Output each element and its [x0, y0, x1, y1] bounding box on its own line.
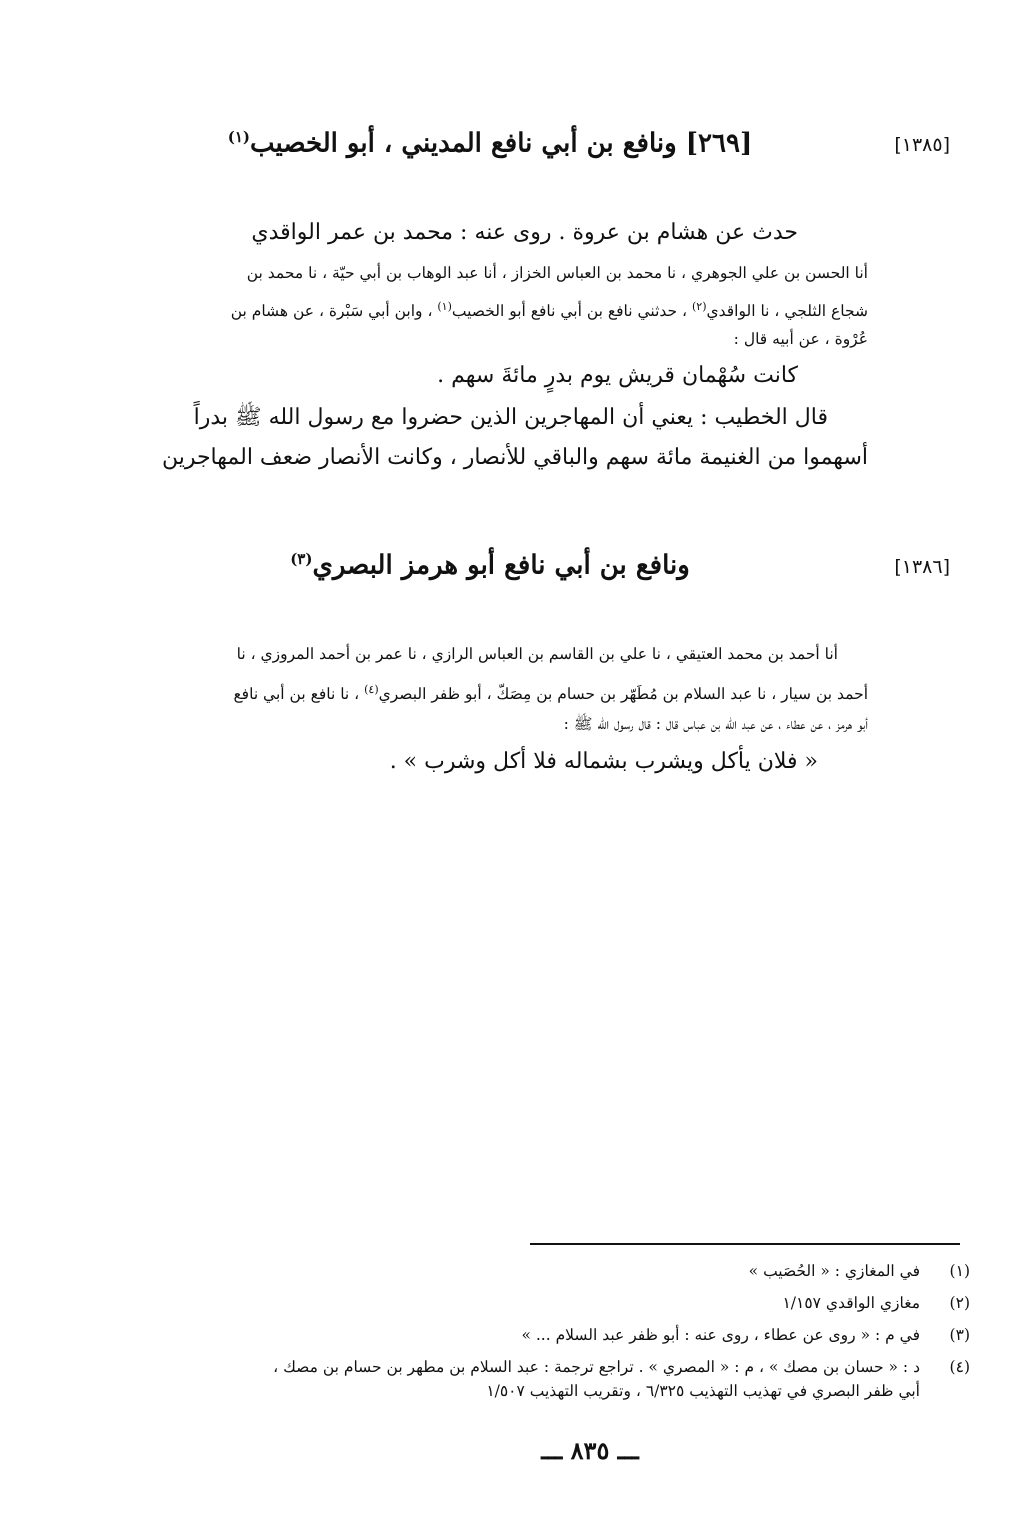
entry-1-comment-line2: أسهموا من الغنيمة مائة سهم والباقي للأنصار ، وكانت الأنصار ضعف المهاجرين [161, 445, 868, 470]
footnote-3-number: (٣) [949, 1326, 970, 1344]
entry-1-isnad-note-2: (٢) [691, 300, 707, 313]
entry-2-hadith: « فلان يأكل ويشرب بشماله فلا أكل وشرب » . [389, 749, 818, 774]
footnote-4-continuation: أبي ظفر البصري في تهذيب التهذيب ٦/٣٢٥ ، وتقريب التهذيب ١/٥٠٧ [486, 1382, 920, 1400]
entry-1-isnad-note-1: (١) [437, 300, 452, 313]
entry-2-header [150, 550, 950, 590]
entry-1-isnad-line2 [150, 290, 868, 324]
footnote-2-text: مغازي الواقدي ١/١٥٧ [782, 1294, 920, 1312]
entry-2-isnad-note-4: (٤) [364, 683, 379, 696]
entry-1-isnad-line1: أنا الحسن بن علي الجوهري ، نا محمد بن العباس الخزاز ، أنا عبد الوهاب بن أبي حيّة ، نا محمد بن [246, 264, 868, 282]
entry-2-isnad-2b: ، نا نافع بن أبي نافع [233, 685, 365, 704]
entry-1-number: [١٣٨٥] [894, 134, 950, 156]
entry-1-isnad-line3: عُرْوة ، عن أبيه قال : [733, 330, 868, 348]
entry-2-body [150, 636, 868, 784]
footnote-2 [170, 1294, 970, 1326]
footnote-1-number: (١) [949, 1262, 970, 1280]
entry-2-title [150, 550, 830, 581]
entry-2-number: [١٣٨٦] [894, 556, 950, 578]
entry-1-isnad-2a: شجاع الثلجي ، نا الواقدي [706, 302, 868, 321]
entry-2-isnad-line2 [150, 672, 868, 708]
entry-1-header [150, 128, 950, 168]
footnote-divider [530, 1243, 960, 1245]
footnote-3 [170, 1326, 970, 1358]
entry-1-hadith: كانت سُهْمان قريش يوم بدرٍ مائةَ سهم . [437, 363, 798, 388]
entry-1-isnad-2b: ، حدثني نافع بن أبي نافع أبو الخصيب [451, 302, 692, 321]
footnote-1 [170, 1262, 970, 1294]
footnote-3-text: في م : « روى عن عطاء ، روى عنه : أبو ظفر عبد السلام ... » [521, 1326, 920, 1344]
entry-2-title-note: (٣) [290, 550, 313, 568]
footnote-4-number: (٤) [949, 1358, 970, 1376]
entry-1-body [150, 210, 868, 478]
entry-1-comment-line1: قال الخطيب : يعني أن المهاجرين الذين حضروا مع رسول الله ﷺ بدراً [193, 405, 828, 430]
footnote-2-number: (٢) [949, 1294, 970, 1312]
entry-1-title [150, 128, 830, 159]
entry-1-title-note: (١) [227, 128, 251, 146]
footnotes [170, 1262, 970, 1414]
entry-2-isnad-2a: أحمد بن سيار ، نا عبد السلام بن مُطَهّر بن حسام بن مِصَكّ ، أبو ظفر البصري [378, 685, 868, 704]
entry-2-isnad-line3: أبو هرمز ، عن عطاء ، عن عبد الله بن عباس قال : قال رسول الله ﷺ : [563, 715, 868, 733]
entry-1-title-text: [٢٦٩] ونافع بن أبي نافع المديني ، أبو الخصيب [250, 128, 753, 159]
entry-2-title-text: ونافع بن أبي نافع أبو هرمز البصري [312, 550, 690, 581]
footnote-4 [170, 1358, 970, 1414]
entry-1-line1: حدث عن هشام بن عروة . روى عنه : محمد بن عمر الواقدي [251, 220, 798, 245]
footnote-1-text: في المغازي : « الحُصَيب » [748, 1262, 920, 1280]
entry-1-isnad-2c: ، وابن أبي سَبْرة ، عن هشام بن [230, 302, 438, 321]
entry-2-isnad-line1: أنا أحمد بن محمد العتيقي ، نا علي بن القاسم بن العباس الرازي ، نا عمر بن أحمد المروزي ، نا [236, 645, 838, 663]
page-number: ـــ ٨٣٥ ـــ [541, 1436, 639, 1465]
footnote-4-text: د : « حسان بن مصك » ، م : « المصري » . تراجع ترجمة : عبد السلام بن مطهر بن حسام بن مصك ، [273, 1358, 920, 1376]
